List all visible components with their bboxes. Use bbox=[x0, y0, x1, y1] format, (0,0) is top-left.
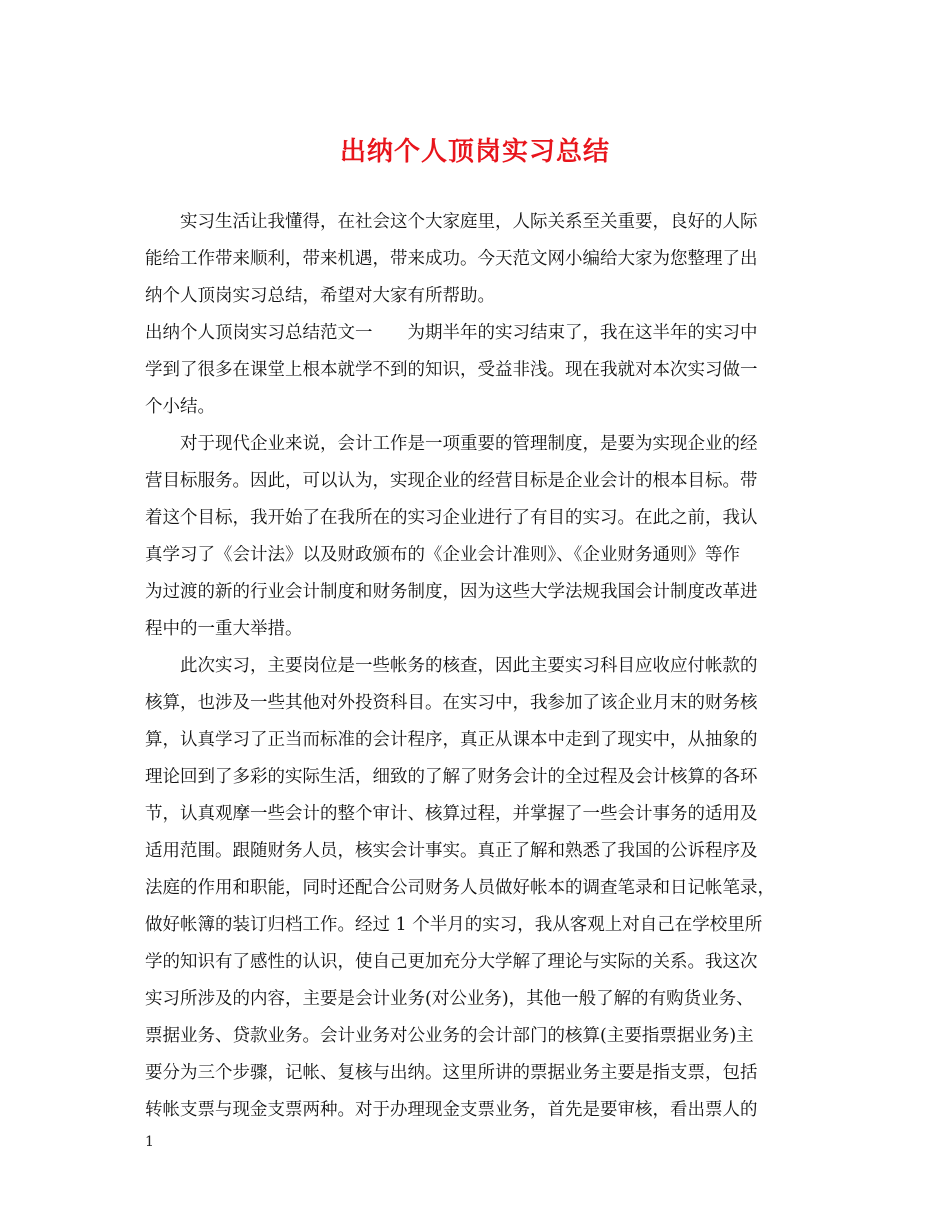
text-line: 真学习了《会计法》以及财政颁布的《企业会计准则》、《企业财务通则》等作 bbox=[145, 545, 740, 565]
text-line: 适用范围。跟随财务人员，核实会计事实。真正了解和熟悉了我国的公诉程序及 bbox=[145, 841, 758, 861]
text-line: 营目标服务。因此，可以认为，实现企业的经营目标是企业会计的根本目标。带 bbox=[145, 471, 758, 491]
text-line: 要分为三个步骤，记帐、复核与出纳。这里所讲的票据业务主要是指支票，包括 bbox=[145, 1063, 758, 1083]
text-line: 纳个人顶岗实习总结，希望对大家有所帮助。 bbox=[145, 286, 495, 306]
text-line: 法庭的作用和职能，同时还配合公司财务人员做好帐本的调查笔录和日记帐笔录， bbox=[145, 878, 775, 898]
text-line: 能给工作带来顺利，带来机遇，带来成功。今天范文网小编给大家为您整理了出 bbox=[145, 249, 758, 269]
text-line: 理论回到了多彩的实际生活，细致的了解了财务会计的全过程及会计核算的各环 bbox=[145, 767, 758, 787]
text-line: 着这个目标，我开始了在我所在的实习企业进行了有目的实习。在此之前，我认 bbox=[145, 508, 758, 528]
text-line: 实习所涉及的内容，主要是会计业务(对公业务)，其他一般了解的有购货业务、 bbox=[145, 989, 754, 1009]
text-line: 出纳个人顶岗实习总结范文一 为期半年的实习结束了，我在这半年的实习中 bbox=[145, 323, 758, 343]
text-line: 转帐支票与现金支票两种。对于办理现金支票业务，首先是要审核，看出票人的 bbox=[145, 1100, 758, 1120]
text-line: 核算，也涉及一些其他对外投资科目。在实习中，我参加了该企业月末的财务核 bbox=[145, 693, 758, 713]
text-line: 票据业务、贷款业务。会计业务对公业务的会计部门的核算(主要指票据业务)主 bbox=[145, 1026, 754, 1046]
text-line: 为过渡的新的行业会计制度和财务制度，因为这些大学法规我国会计制度改革进 bbox=[145, 582, 758, 602]
document-title: 出纳个人顶岗实习总结 bbox=[339, 137, 610, 167]
text-line: 节，认真观摩一些会计的整个审计、核算过程，并掌握了一些会计事务的适用及 bbox=[145, 804, 758, 824]
text-line: 做好帐簿的装订归档工作。经过 1 个半月的实习，我从客观上对自己在学校里所 bbox=[145, 915, 763, 935]
text-line: 学的知识有了感性的认识，使自己更加充分大学解了理论与实际的关系。我这次 bbox=[145, 952, 758, 972]
text-line: 实习生活让我懂得，在社会这个大家庭里，人际关系至关重要，良好的人际 bbox=[145, 212, 758, 232]
text-line: 程中的一重大举措。 bbox=[145, 619, 303, 639]
page-number: 1 bbox=[145, 1134, 154, 1150]
text-line: 对于现代企业来说，会计工作是一项重要的管理制度，是要为实现企业的经 bbox=[145, 434, 758, 454]
document-body bbox=[145, 204, 805, 1129]
text-line: 此次实习，主要岗位是一些帐务的核查，因此主要实习科目应收应付帐款的 bbox=[145, 656, 758, 676]
text-line: 学到了很多在课堂上根本就学不到的知识，受益非浅。现在我就对本次实习做一 bbox=[145, 360, 758, 380]
text-line: 算，认真学习了正当而标准的会计程序，真正从课本中走到了现实中，从抽象的 bbox=[145, 730, 758, 750]
text-line: 个小结。 bbox=[145, 397, 215, 417]
